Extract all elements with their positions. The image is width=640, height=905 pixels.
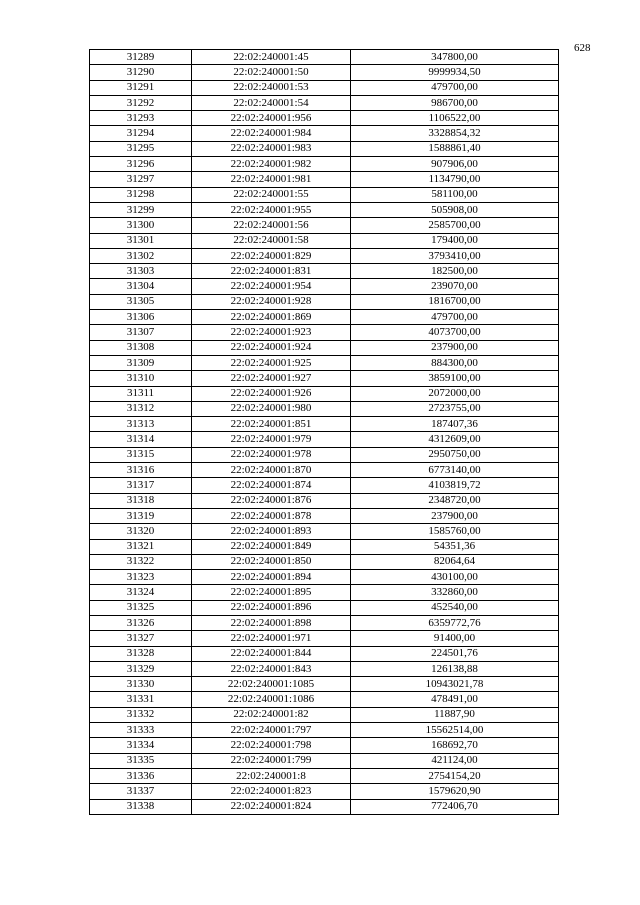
cadastral-number-cell: 22:02:240001:981 (192, 172, 351, 187)
cadastral-number-cell: 22:02:240001:829 (192, 248, 351, 263)
value-cell: 1134790,00 (351, 172, 559, 187)
cadastral-number-cell: 22:02:240001:1086 (192, 692, 351, 707)
cadastral-number-cell: 22:02:240001:925 (192, 355, 351, 370)
row-number-cell: 31336 (90, 768, 192, 783)
row-number-cell: 31300 (90, 218, 192, 233)
cadastral-number-cell: 22:02:240001:58 (192, 233, 351, 248)
row-number-cell: 31304 (90, 279, 192, 294)
value-cell: 1588861,40 (351, 141, 559, 156)
cadastral-number-cell: 22:02:240001:978 (192, 447, 351, 462)
table-row (90, 111, 559, 126)
value-cell: 11887,90 (351, 707, 559, 722)
row-number-cell: 31329 (90, 661, 192, 676)
cadastral-number-cell: 22:02:240001:971 (192, 631, 351, 646)
row-number-cell: 31314 (90, 432, 192, 447)
cadastral-number-cell: 22:02:240001:54 (192, 95, 351, 110)
value-cell: 91400,00 (351, 631, 559, 646)
value-cell: 3793410,00 (351, 248, 559, 263)
table-row (90, 325, 559, 340)
table-row (90, 631, 559, 646)
table-row (90, 677, 559, 692)
row-number-cell: 31319 (90, 508, 192, 523)
value-cell: 907906,00 (351, 157, 559, 172)
table-row (90, 294, 559, 309)
row-number-cell: 31324 (90, 585, 192, 600)
table-row (90, 524, 559, 539)
table-row (90, 95, 559, 110)
cadastral-number-cell: 22:02:240001:50 (192, 65, 351, 80)
row-number-cell: 31318 (90, 493, 192, 508)
table-row (90, 172, 559, 187)
value-cell: 2348720,00 (351, 493, 559, 508)
value-cell: 3328854,32 (351, 126, 559, 141)
row-number-cell: 31309 (90, 355, 192, 370)
table-row (90, 218, 559, 233)
row-number-cell: 31299 (90, 202, 192, 217)
cadastral-number-cell: 22:02:240001:874 (192, 478, 351, 493)
row-number-cell: 31308 (90, 340, 192, 355)
row-number-cell: 31302 (90, 248, 192, 263)
value-cell: 4103819,72 (351, 478, 559, 493)
value-cell: 237900,00 (351, 340, 559, 355)
row-number-cell: 31305 (90, 294, 192, 309)
value-cell: 2950750,00 (351, 447, 559, 462)
table-row (90, 768, 559, 783)
row-number-cell: 31291 (90, 80, 192, 95)
cadastral-number-cell: 22:02:240001:980 (192, 401, 351, 416)
table-row (90, 508, 559, 523)
row-number-cell: 31317 (90, 478, 192, 493)
table-row (90, 799, 559, 814)
table-row (90, 65, 559, 80)
row-number-cell: 31289 (90, 50, 192, 65)
value-cell: 479700,00 (351, 310, 559, 325)
value-cell: 2072000,00 (351, 386, 559, 401)
table-row (90, 157, 559, 172)
value-cell: 421124,00 (351, 753, 559, 768)
table-row (90, 570, 559, 585)
cadastral-number-cell: 22:02:240001:927 (192, 371, 351, 386)
table-row (90, 707, 559, 722)
table-row (90, 371, 559, 386)
table-body (90, 50, 559, 815)
cadastral-number-cell: 22:02:240001:870 (192, 463, 351, 478)
cadastral-number-cell: 22:02:240001:823 (192, 784, 351, 799)
table-row (90, 539, 559, 554)
value-cell: 1816700,00 (351, 294, 559, 309)
table-row (90, 432, 559, 447)
table-row (90, 723, 559, 738)
cadastral-number-cell: 22:02:240001:928 (192, 294, 351, 309)
row-number-cell: 31311 (90, 386, 192, 401)
value-cell: 772406,70 (351, 799, 559, 814)
cadastral-number-cell: 22:02:240001:831 (192, 264, 351, 279)
value-cell: 15562514,00 (351, 723, 559, 738)
table-row (90, 753, 559, 768)
row-number-cell: 31338 (90, 799, 192, 814)
table-row (90, 355, 559, 370)
row-number-cell: 31332 (90, 707, 192, 722)
table-row (90, 615, 559, 630)
table-row (90, 310, 559, 325)
cadastral-number-cell: 22:02:240001:844 (192, 646, 351, 661)
cadastral-number-cell: 22:02:240001:8 (192, 768, 351, 783)
value-cell: 239070,00 (351, 279, 559, 294)
row-number-cell: 31334 (90, 738, 192, 753)
cadastral-number-cell: 22:02:240001:955 (192, 202, 351, 217)
cadastral-number-cell: 22:02:240001:869 (192, 310, 351, 325)
table-row (90, 661, 559, 676)
row-number-cell: 31290 (90, 65, 192, 80)
row-number-cell: 31335 (90, 753, 192, 768)
value-cell: 182500,00 (351, 264, 559, 279)
value-cell: 452540,00 (351, 600, 559, 615)
value-cell: 9999934,50 (351, 65, 559, 80)
table-row (90, 784, 559, 799)
row-number-cell: 31313 (90, 417, 192, 432)
table-row (90, 493, 559, 508)
value-cell: 126138,88 (351, 661, 559, 676)
row-number-cell: 31326 (90, 615, 192, 630)
table-row (90, 401, 559, 416)
table-row (90, 80, 559, 95)
value-cell: 1106522,00 (351, 111, 559, 126)
row-number-cell: 31320 (90, 524, 192, 539)
table-row (90, 141, 559, 156)
row-number-cell: 31331 (90, 692, 192, 707)
table-row (90, 50, 559, 65)
cadastral-number-cell: 22:02:240001:45 (192, 50, 351, 65)
table-row (90, 340, 559, 355)
value-cell: 479700,00 (351, 80, 559, 95)
value-cell: 224501,76 (351, 646, 559, 661)
cadastral-number-cell: 22:02:240001:1085 (192, 677, 351, 692)
row-number-cell: 31333 (90, 723, 192, 738)
value-cell: 581100,00 (351, 187, 559, 202)
row-number-cell: 31322 (90, 554, 192, 569)
row-number-cell: 31310 (90, 371, 192, 386)
cadastral-number-cell: 22:02:240001:797 (192, 723, 351, 738)
cadastral-number-cell: 22:02:240001:894 (192, 570, 351, 585)
cadastral-number-cell: 22:02:240001:851 (192, 417, 351, 432)
cadastral-number-cell: 22:02:240001:843 (192, 661, 351, 676)
row-number-cell: 31306 (90, 310, 192, 325)
cadastral-number-cell: 22:02:240001:926 (192, 386, 351, 401)
row-number-cell: 31307 (90, 325, 192, 340)
cadastral-number-cell: 22:02:240001:56 (192, 218, 351, 233)
cadastral-number-cell: 22:02:240001:893 (192, 524, 351, 539)
value-cell: 505908,00 (351, 202, 559, 217)
row-number-cell: 31297 (90, 172, 192, 187)
cadastral-number-cell: 22:02:240001:849 (192, 539, 351, 554)
table-row (90, 248, 559, 263)
value-cell: 1579620,90 (351, 784, 559, 799)
row-number-cell: 31330 (90, 677, 192, 692)
cadastral-number-cell: 22:02:240001:878 (192, 508, 351, 523)
row-number-cell: 31337 (90, 784, 192, 799)
cadastral-number-cell: 22:02:240001:53 (192, 80, 351, 95)
value-cell: 2754154,20 (351, 768, 559, 783)
row-number-cell: 31293 (90, 111, 192, 126)
table-row (90, 585, 559, 600)
value-cell: 2723755,00 (351, 401, 559, 416)
value-cell: 4073700,00 (351, 325, 559, 340)
table-row (90, 202, 559, 217)
cadastral-number-cell: 22:02:240001:983 (192, 141, 351, 156)
row-number-cell: 31325 (90, 600, 192, 615)
value-cell: 187407,36 (351, 417, 559, 432)
value-cell: 1585760,00 (351, 524, 559, 539)
table-row (90, 386, 559, 401)
row-number-cell: 31296 (90, 157, 192, 172)
value-cell: 478491,00 (351, 692, 559, 707)
row-number-cell: 31298 (90, 187, 192, 202)
row-number-cell: 31301 (90, 233, 192, 248)
table-row (90, 279, 559, 294)
page-number: 628 (574, 42, 591, 54)
value-cell: 4312609,00 (351, 432, 559, 447)
row-number-cell: 31294 (90, 126, 192, 141)
table-row (90, 646, 559, 661)
row-number-cell: 31316 (90, 463, 192, 478)
cadastral-number-cell: 22:02:240001:984 (192, 126, 351, 141)
value-cell: 10943021,78 (351, 677, 559, 692)
cadastral-number-cell: 22:02:240001:956 (192, 111, 351, 126)
cadastral-value-table (89, 49, 559, 815)
row-number-cell: 31328 (90, 646, 192, 661)
value-cell: 2585700,00 (351, 218, 559, 233)
table-row (90, 738, 559, 753)
value-cell: 332860,00 (351, 585, 559, 600)
value-cell: 986700,00 (351, 95, 559, 110)
cadastral-number-cell: 22:02:240001:799 (192, 753, 351, 768)
value-cell: 168692,70 (351, 738, 559, 753)
table-row (90, 692, 559, 707)
cadastral-number-cell: 22:02:240001:895 (192, 585, 351, 600)
cadastral-number-cell: 22:02:240001:876 (192, 493, 351, 508)
row-number-cell: 31323 (90, 570, 192, 585)
cadastral-number-cell: 22:02:240001:824 (192, 799, 351, 814)
cadastral-number-cell: 22:02:240001:896 (192, 600, 351, 615)
cadastral-number-cell: 22:02:240001:850 (192, 554, 351, 569)
row-number-cell: 31303 (90, 264, 192, 279)
table-row (90, 417, 559, 432)
value-cell: 347800,00 (351, 50, 559, 65)
value-cell: 82064,64 (351, 554, 559, 569)
cadastral-number-cell: 22:02:240001:982 (192, 157, 351, 172)
table-row (90, 600, 559, 615)
value-cell: 430100,00 (351, 570, 559, 585)
table-row (90, 126, 559, 141)
value-cell: 237900,00 (351, 508, 559, 523)
table-row (90, 187, 559, 202)
row-number-cell: 31321 (90, 539, 192, 554)
row-number-cell: 31292 (90, 95, 192, 110)
row-number-cell: 31312 (90, 401, 192, 416)
cadastral-number-cell: 22:02:240001:82 (192, 707, 351, 722)
table-row (90, 463, 559, 478)
value-cell: 884300,00 (351, 355, 559, 370)
cadastral-number-cell: 22:02:240001:954 (192, 279, 351, 294)
row-number-cell: 31315 (90, 447, 192, 462)
cadastral-number-cell: 22:02:240001:923 (192, 325, 351, 340)
table-row (90, 264, 559, 279)
row-number-cell: 31295 (90, 141, 192, 156)
value-cell: 3859100,00 (351, 371, 559, 386)
row-number-cell: 31327 (90, 631, 192, 646)
cadastral-number-cell: 22:02:240001:55 (192, 187, 351, 202)
cadastral-number-cell: 22:02:240001:924 (192, 340, 351, 355)
table-row (90, 554, 559, 569)
cadastral-number-cell: 22:02:240001:898 (192, 615, 351, 630)
value-cell: 179400,00 (351, 233, 559, 248)
value-cell: 6359772,76 (351, 615, 559, 630)
value-cell: 6773140,00 (351, 463, 559, 478)
value-cell: 54351,36 (351, 539, 559, 554)
cadastral-number-cell: 22:02:240001:979 (192, 432, 351, 447)
table-row (90, 447, 559, 462)
table-row (90, 478, 559, 493)
cadastral-number-cell: 22:02:240001:798 (192, 738, 351, 753)
table-row (90, 233, 559, 248)
